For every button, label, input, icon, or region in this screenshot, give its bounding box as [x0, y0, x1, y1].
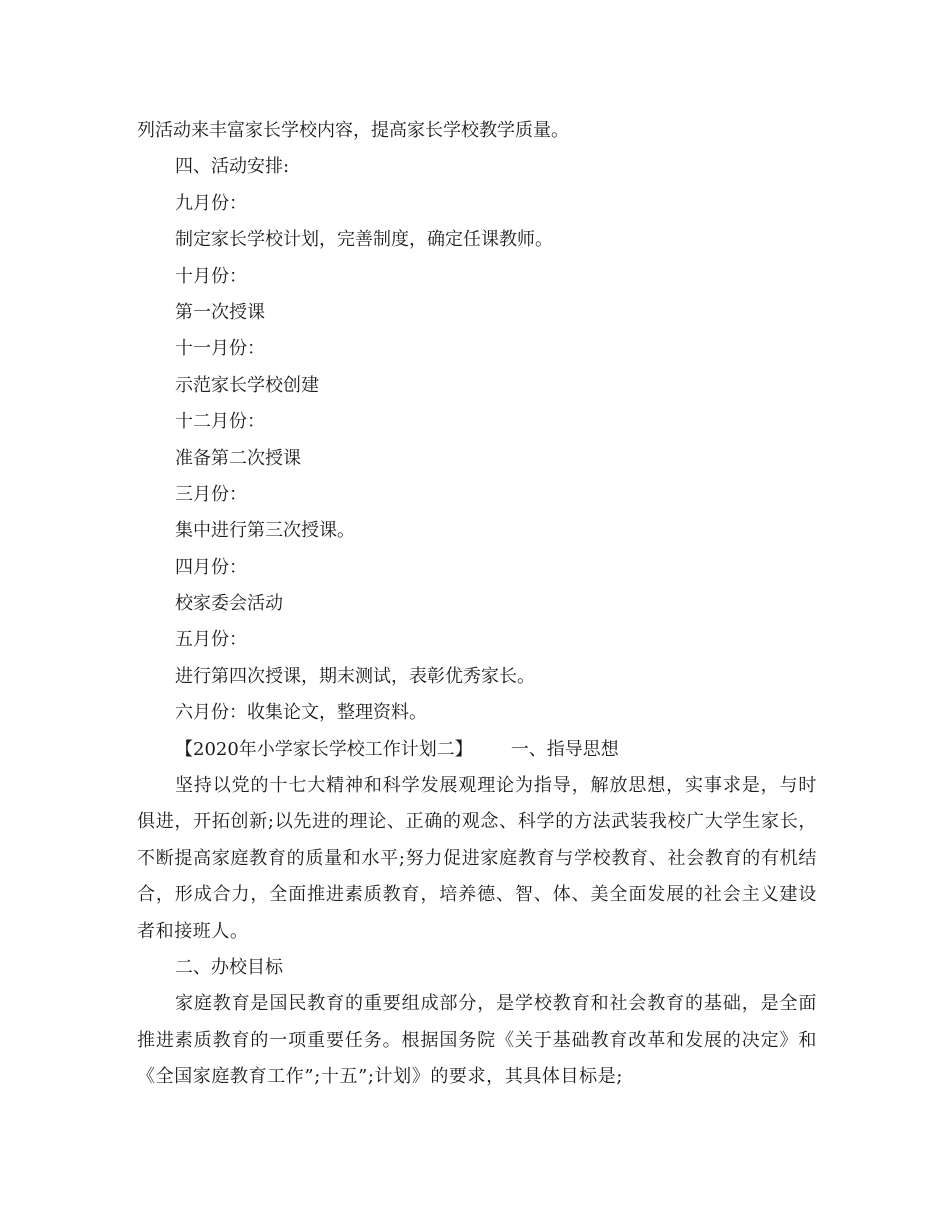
activity-item: 校家委会活动	[175, 593, 283, 615]
month-label: 十月份：	[175, 265, 247, 287]
activity-item: 制定家长学校计划，完善制度，确定任课教师。	[175, 229, 553, 251]
plan-title-line	[137, 732, 817, 768]
month-label: 三月份：	[175, 483, 247, 505]
month-label: 五月份：	[175, 629, 247, 651]
activity-item: 第一次授课	[175, 301, 265, 323]
month-label: 十二月份：	[175, 411, 265, 433]
month-label: 九月份：	[175, 192, 247, 214]
paragraph-guiding-thought: 坚持以党的十七大精神和科学发展观理论为指导，解放思想，实事求是，与时俱进，开拓创新;以先进的理论、正确的观念、科学的方法武装我校广大学生家长，不断提高家庭教育的质量和水平;努力促进家庭教育与学校教育、社会教育的有机结合，形成合力，全面推进素质教育，培养德、智、体、美全面发展的社会主义建设者和接班人。	[137, 775, 817, 942]
activity-item: 进行第四次授课，期末测试，表彰优秀家长。	[175, 665, 535, 687]
document-body	[137, 113, 817, 1096]
month-label: 十一月份：	[175, 338, 265, 360]
text-line: 列活动来丰富家长学校内容，提高家长学校教学质量。	[137, 120, 569, 141]
paragraph-school-goals: 家庭教育是国民教育的重要组成部分，是学校教育和社会教育的基础，是全面推进素质教育的一项重要任务。根据国务院《关于基础教育改革和发展的决定》和《全国家庭教育工作”;十五”;计划》的要求，其具体目标是;	[137, 993, 817, 1088]
activity-item: 准备第二次授课	[175, 447, 301, 469]
activity-item: 集中进行第三次授课。	[175, 520, 355, 542]
activity-item: 示范家长学校创建	[175, 374, 319, 396]
activity-item: 六月份：收集论文，整理资料。	[175, 702, 427, 724]
section-heading: 四、活动安排:	[175, 156, 290, 178]
month-label: 四月份：	[175, 556, 247, 578]
section-heading: 二、办校目标	[175, 957, 283, 979]
section-heading: 一、指导思想	[510, 738, 619, 760]
plan-title: 【2020年小学家长学校工作计划二】	[175, 738, 473, 760]
